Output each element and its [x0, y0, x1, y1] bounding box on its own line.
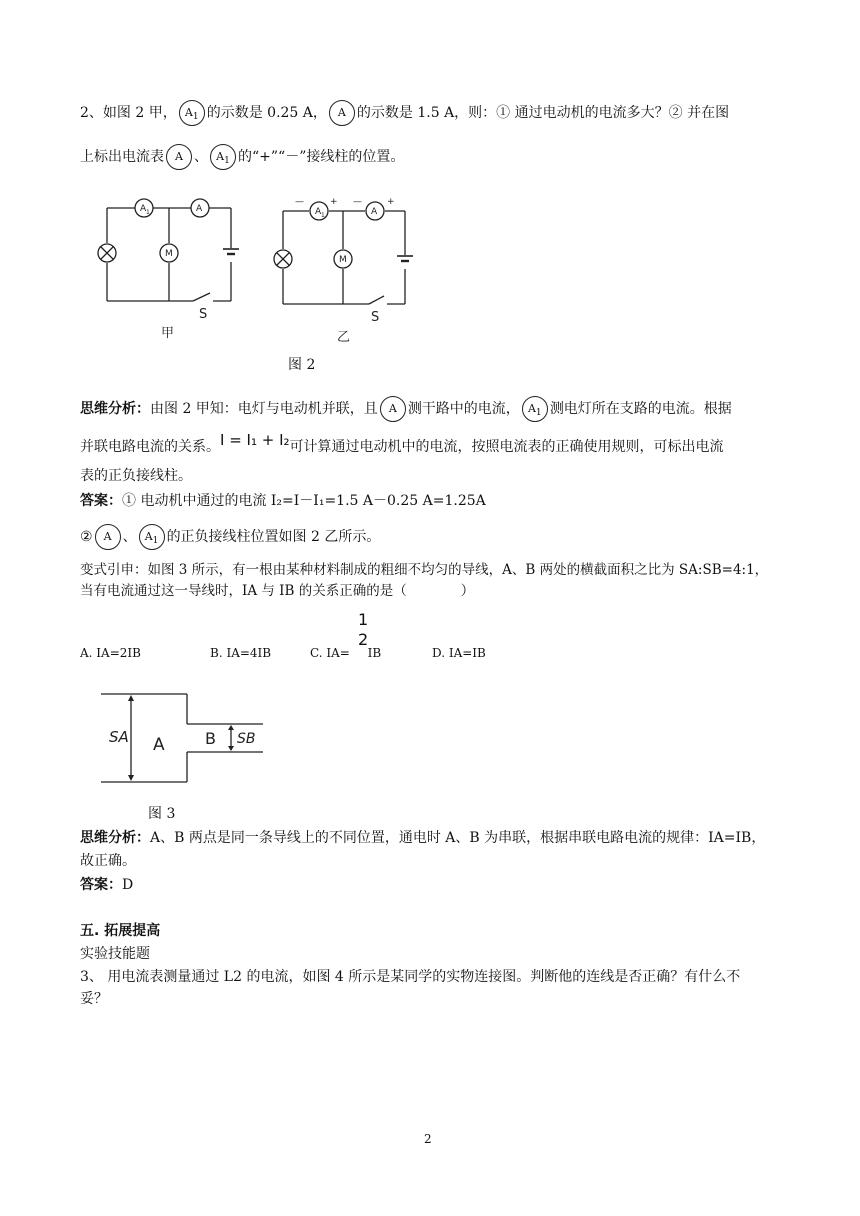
- figure-3-wire: [95, 688, 270, 788]
- answer-1-line-2: ② A 、 $A_1$ 的正负接线柱位置如图 2 乙所示。: [80, 524, 380, 550]
- svg-text:M: M: [165, 249, 173, 259]
- svg-text:M: M: [339, 255, 347, 265]
- section-5-subtitle: 实验技能题: [80, 946, 150, 962]
- ammeter-a1-icon: $A_1$: [210, 144, 236, 170]
- option-a: A. IA=2IB: [80, 646, 141, 660]
- label-jia: 甲: [161, 326, 175, 341]
- variant-line-1: 变式引申：如图 3 所示，有一根由某种材料制成的粗细不均匀的导线，A、B 两处的横截面积之比为 SA:SB=4:1，: [80, 562, 769, 578]
- svg-text:+: +: [387, 197, 395, 207]
- svg-text:SB: SB: [237, 731, 256, 747]
- svg-text:—: —: [295, 197, 304, 207]
- question-3-line-1: 3、 用电流表测量通过 L2 的电流，如图 4 所示是某同学的实物连接图。判断他的连线是否正确？有什么不: [80, 969, 741, 985]
- ammeter-a1-icon: $A_1$: [179, 100, 205, 126]
- question-2-line-2: 上标出电流表 A 、 $A_1$ 的“+”“－”接线柱的位置。: [80, 144, 404, 170]
- section-5-title: 五. 拓展提高: [80, 923, 161, 939]
- svg-text:A: A: [315, 207, 322, 217]
- svg-text:A: A: [196, 204, 203, 214]
- figure-2-circuits: [95, 190, 425, 350]
- variant-line-2: 当有电流通过这一导线时，IA 与 IB 的关系正确的是（ ）: [80, 583, 475, 599]
- svg-text:+: +: [330, 197, 338, 207]
- formula: I = I₁ + I₂: [220, 431, 290, 449]
- answer-2: 答案：D: [80, 877, 134, 893]
- fraction-half: 1 2: [358, 610, 369, 649]
- option-b: B. IA=4IB: [210, 646, 272, 660]
- ammeter-a-icon: A: [95, 524, 121, 550]
- page-number: 2: [424, 1132, 432, 1146]
- ammeter-a-icon: A: [380, 396, 406, 422]
- circuit-yi: [274, 202, 413, 304]
- svg-text:SA: SA: [109, 728, 129, 746]
- svg-text:S: S: [199, 307, 208, 322]
- ammeter-a1-icon: $A_1$: [522, 396, 548, 422]
- answer-1-line-1: 答案：① 电动机中通过的电流 I₂=I－I₁=1.5 A－0.25 A=1.25A: [80, 493, 486, 509]
- svg-text:A: A: [140, 204, 147, 214]
- ammeter-a-icon: A: [329, 100, 355, 126]
- svg-text:1: 1: [321, 212, 325, 219]
- analysis-2-line-2: 故正确。: [80, 853, 136, 869]
- ammeter-a-icon: A: [166, 144, 192, 170]
- question-3-line-2: 妥？: [80, 991, 108, 1007]
- figure-3-caption: 图 3: [148, 806, 176, 822]
- option-d: D. IA=IB: [432, 646, 486, 660]
- svg-text:B: B: [205, 729, 216, 748]
- svg-text:A: A: [371, 207, 378, 217]
- svg-text:S: S: [371, 310, 380, 325]
- question-2-line-1: 2、如图 2 甲， $A_1$ 的示数是 0.25 A， A 的示数是 1.5 A，则：① 通过电动机的电流多大？② 并在图: [80, 100, 729, 126]
- ammeter-a1-icon: $A_1$: [139, 524, 165, 550]
- analysis-1-line-3: 表的正负接线柱。: [80, 468, 192, 484]
- svg-text:—: —: [353, 197, 362, 207]
- svg-text:1: 1: [146, 209, 150, 216]
- analysis-1-line-1: 思维分析：由图 2 甲知：电灯与电动机并联，且 A 测干路中的电流， $A_1$ 测电灯所在支路的电流。根据: [80, 396, 732, 422]
- svg-text:A: A: [153, 735, 165, 755]
- option-c: C. IA= 1 2 IB: [310, 610, 382, 660]
- figure-2-caption: 图 2: [288, 357, 316, 373]
- analysis-2-line-1: 思维分析：A、B 两点是同一条导线上的不同位置，通电时 A、B 为串联，根据串联电路电流的规律：IA=IB，: [80, 830, 766, 846]
- label-yi: 乙: [337, 330, 351, 345]
- analysis-1-line-2: 并联电路电流的关系。I = I₁ + I₂可计算通过电动机中的电流，按照电流表的正确使用规则，可标出电流: [80, 431, 724, 455]
